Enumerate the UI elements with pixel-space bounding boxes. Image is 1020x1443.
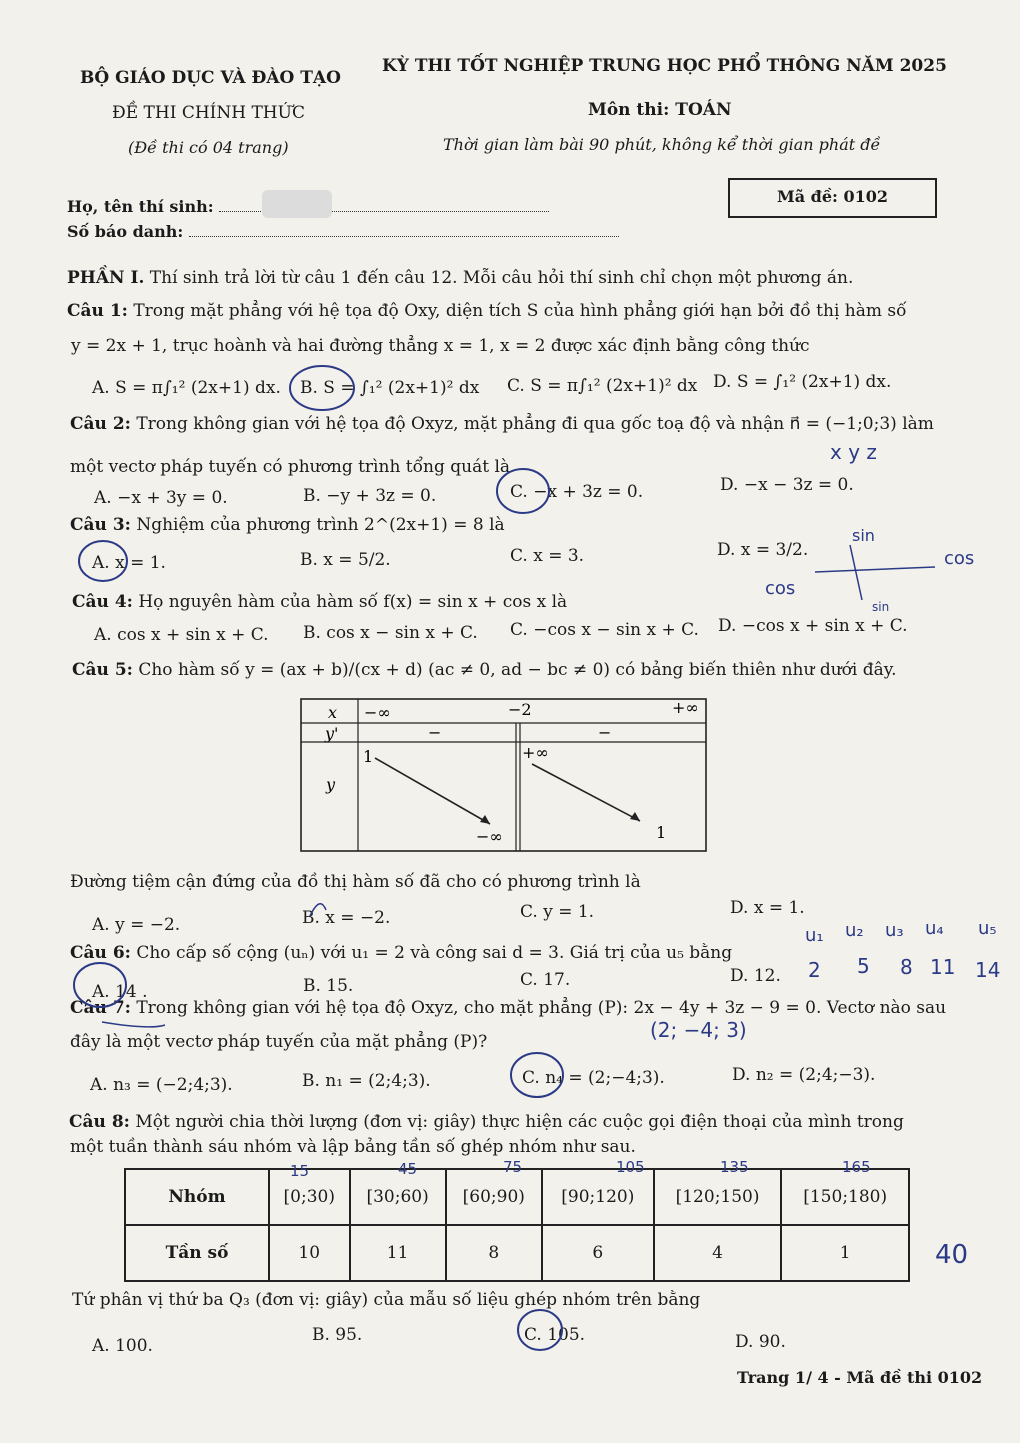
q1-line1: Câu 1: Trong mặt phẳng với hệ tọa độ Oxy, diện tích S của hình phẳng giới hạn bởi đồ thị hàm số bbox=[67, 301, 907, 321]
q4-question: Câu 4: Họ nguyên hàm của hàm số f(x) = sin x + cos x là bbox=[72, 592, 568, 612]
section-heading: PHẦN I. Thí sinh trả lời từ câu 1 đến câu 12. Mỗi câu hỏi thí sinh chỉ chọn một phương án. bbox=[67, 268, 854, 288]
table-cell-group: [0;30) bbox=[269, 1169, 350, 1225]
candidate-id-label: Số báo danh: bbox=[67, 222, 619, 241]
q2-option-d: D. −x − 3z = 0. bbox=[720, 475, 854, 495]
hw-normal-vector: (2; −4; 3) bbox=[650, 1018, 747, 1042]
table-cell-freq: 11 bbox=[350, 1225, 446, 1281]
hw-mid-3: 75 bbox=[503, 1158, 523, 1176]
bbt-x-label: x bbox=[328, 703, 338, 722]
hw-u2-val: 5 bbox=[857, 954, 870, 978]
table-cell-group: [150;180) bbox=[781, 1169, 909, 1225]
circle-q1-b bbox=[290, 366, 354, 410]
bbt-y-start: 1 bbox=[363, 747, 374, 766]
q4-option-c: C. −cos x − sin x + C. bbox=[510, 620, 699, 640]
table-cell-freq: 6 bbox=[542, 1225, 654, 1281]
bbt-yprime-label: y' bbox=[325, 724, 339, 743]
q8-option-a: A. 100. bbox=[92, 1336, 153, 1356]
q1-option-b: B. S = ∫₁² (2x+1)² dx bbox=[300, 378, 480, 398]
q5-option-d: D. x = 1. bbox=[730, 898, 805, 918]
bbt-y-right-start: +∞ bbox=[522, 743, 549, 762]
q5-option-b: B. x = −2. bbox=[302, 908, 391, 928]
table-cell-group: [90;120) bbox=[542, 1169, 654, 1225]
q3-option-b: B. x = 5/2. bbox=[300, 550, 391, 570]
table-cell-group: [60;90) bbox=[446, 1169, 542, 1225]
bbt-y-left-end: −∞ bbox=[476, 827, 503, 846]
table-header-group: Nhóm bbox=[125, 1169, 269, 1225]
q1-option-a: A. S = π∫₁² (2x+1) dx. bbox=[92, 378, 281, 398]
q7-option-b: B. n₁ = (2;4;3). bbox=[302, 1071, 431, 1091]
q2-line1: Câu 2: Trong không gian với hệ tọa độ Oxyz, mặt phẳng đi qua gốc toạ độ và nhận n⃗ = (−1;0;3) làm bbox=[70, 414, 934, 434]
q8-option-d: D. 90. bbox=[735, 1332, 786, 1352]
q5-option-a: A. y = −2. bbox=[92, 915, 181, 935]
hw-mid-2: 45 bbox=[398, 1160, 418, 1178]
table-cell-freq: 10 bbox=[269, 1225, 350, 1281]
q3-option-d: D. x = 3/2. bbox=[717, 540, 809, 560]
q8-line2: một tuần thành sáu nhóm và lập bảng tần số ghép nhóm như sau. bbox=[70, 1137, 636, 1157]
q8-after: Tứ phân vị thứ ba Q₃ (đơn vị: giây) của mẫu số liệu ghép nhóm trên bằng bbox=[72, 1290, 701, 1310]
table-cell-group: [120;150) bbox=[654, 1169, 782, 1225]
q4-option-a: A. cos x + sin x + C. bbox=[94, 625, 269, 645]
table-cell-freq: 1 bbox=[781, 1225, 909, 1281]
q2-option-a: A. −x + 3y = 0. bbox=[94, 488, 228, 508]
official-label: ĐỀ THI CHÍNH THỨC bbox=[112, 103, 305, 123]
q3-option-c: C. x = 3. bbox=[510, 546, 585, 566]
q6-option-a: A. 14 . bbox=[92, 982, 148, 1002]
q7-option-a: A. n₃ = (−2;4;3). bbox=[90, 1075, 233, 1095]
hw-cos-bottom: cos bbox=[765, 578, 796, 599]
hw-u3-val: 8 bbox=[900, 955, 913, 979]
bbt-pos-inf: +∞ bbox=[672, 698, 699, 717]
q3-question: Câu 3: Nghiệm của phương trình 2^(2x+1) = 8 là bbox=[70, 515, 505, 535]
q7-option-d: D. n₂ = (2;4;−3). bbox=[732, 1065, 876, 1085]
q2-option-c: C. −x + 3z = 0. bbox=[510, 482, 644, 502]
hw-mid-4: 105 bbox=[616, 1158, 645, 1176]
bbt-point: −2 bbox=[508, 700, 532, 719]
q6-option-d: D. 12. bbox=[730, 966, 781, 986]
circle-q8-c bbox=[518, 1310, 562, 1350]
q1-line2: y = 2x + 1, trục hoành và hai đường thẳng x = 1, x = 2 được xác định bằng công thức bbox=[71, 336, 810, 356]
q6-question: Câu 6: Cho cấp số cộng (uₙ) với u₁ = 2 và công sai d = 3. Giá trị của u₅ bằng bbox=[70, 943, 733, 963]
hw-u3: u₃ bbox=[885, 920, 904, 941]
q7-option-c: C. n₄ = (2;−4;3). bbox=[522, 1068, 665, 1088]
subject-label: Môn thi: TOÁN bbox=[588, 100, 732, 120]
q2-line2: một vectơ pháp tuyến có phương trình tổng quát là bbox=[70, 457, 511, 477]
bbt-y-end: 1 bbox=[656, 823, 667, 842]
circle-q7-c bbox=[511, 1053, 563, 1097]
time-note: Thời gian làm bài 90 phút, không kể thời gian phát đề bbox=[443, 135, 881, 154]
bbt-y-label: y bbox=[326, 775, 336, 794]
hw-sin-small: sin bbox=[872, 600, 890, 614]
hw-u1-val: 2 bbox=[808, 958, 821, 982]
hw-mid-5: 135 bbox=[720, 1158, 749, 1176]
q7-line1: Câu 7: Trong không gian với hệ tọa độ Oxyz, cho mặt phẳng (P): 2x − 4y + 3z − 9 = 0. Vectơ nào sau bbox=[70, 998, 947, 1018]
circle-q6-a bbox=[74, 963, 126, 1007]
circle-q3-a bbox=[79, 541, 127, 581]
table-cell-group: [30;60) bbox=[350, 1169, 446, 1225]
hw-u4: u₄ bbox=[925, 918, 944, 939]
hw-mid-6: 165 bbox=[842, 1158, 871, 1176]
q2-option-b: B. −y + 3z = 0. bbox=[303, 486, 437, 506]
hw-cos-right: cos bbox=[944, 548, 975, 569]
q8-option-c: C. 105. bbox=[524, 1325, 586, 1345]
q8-option-b: B. 95. bbox=[312, 1325, 363, 1345]
hw-sin-top: sin bbox=[852, 526, 875, 545]
q3-option-a: A. x = 1. bbox=[92, 553, 166, 573]
circle-q2-c bbox=[497, 469, 549, 513]
exam-code-box: Mã đề: 0102 bbox=[728, 178, 937, 218]
q4-option-b: B. cos x − sin x + C. bbox=[303, 623, 478, 643]
q1-option-d: D. S = ∫₁² (2x+1) dx. bbox=[713, 372, 892, 392]
table-cell-freq: 8 bbox=[446, 1225, 542, 1281]
q5-after: Đường tiệm cận đứng của đồ thị hàm số đã cho có phương trình là bbox=[70, 872, 641, 892]
table-cell-freq: 4 bbox=[654, 1225, 782, 1281]
q5-question: Câu 5: Cho hàm số y = (ax + b)/(cx + d) (ac ≠ 0, ad − bc ≠ 0) có bảng biến thiên như dưới đây. bbox=[72, 660, 897, 680]
bbt-neg-inf: −∞ bbox=[364, 703, 391, 722]
q7-line2: đây là một vectơ pháp tuyến của mặt phẳng (P)? bbox=[70, 1032, 488, 1052]
hw-u5: u₅ bbox=[978, 918, 997, 939]
hw-u1: u₁ bbox=[805, 925, 824, 946]
hw-mid-1: 15 bbox=[290, 1162, 310, 1180]
hw-total: 40 bbox=[935, 1240, 969, 1270]
table-header-freq: Tần số bbox=[125, 1225, 269, 1281]
q5-option-c: C. y = 1. bbox=[520, 902, 595, 922]
q8-line1: Câu 8: Một người chia thời lượng (đơn vị: giây) thực hiện các cuộc gọi điện thoại của mình trong bbox=[69, 1112, 904, 1132]
q1-option-c: C. S = π∫₁² (2x+1)² dx bbox=[507, 376, 698, 396]
bbt-sign-2: − bbox=[598, 723, 612, 742]
q4-option-d: D. −cos x + sin x + C. bbox=[718, 616, 908, 636]
hw-u2: u₂ bbox=[845, 920, 864, 941]
q6-option-b: B. 15. bbox=[303, 976, 354, 996]
q6-option-c: C. 17. bbox=[520, 970, 571, 990]
page-footer: Trang 1/ 4 - Mã đề thi 0102 bbox=[737, 1368, 983, 1387]
hw-u4-val: 11 bbox=[930, 955, 956, 979]
ministry-name: BỘ GIÁO DỤC VÀ ĐÀO TẠO bbox=[80, 68, 341, 88]
candidate-name-label: Họ, tên thí sinh: bbox=[67, 197, 549, 216]
hw-u5-val: 14 bbox=[975, 958, 1001, 982]
hw-xyz: x y z bbox=[830, 440, 877, 464]
pages-note: (Đề thi có 04 trang) bbox=[128, 138, 289, 157]
exam-title: KỲ THI TỐT NGHIỆP TRUNG HỌC PHỔ THÔNG NĂM 2025 bbox=[382, 56, 947, 76]
bbt-sign-1: − bbox=[428, 723, 442, 742]
